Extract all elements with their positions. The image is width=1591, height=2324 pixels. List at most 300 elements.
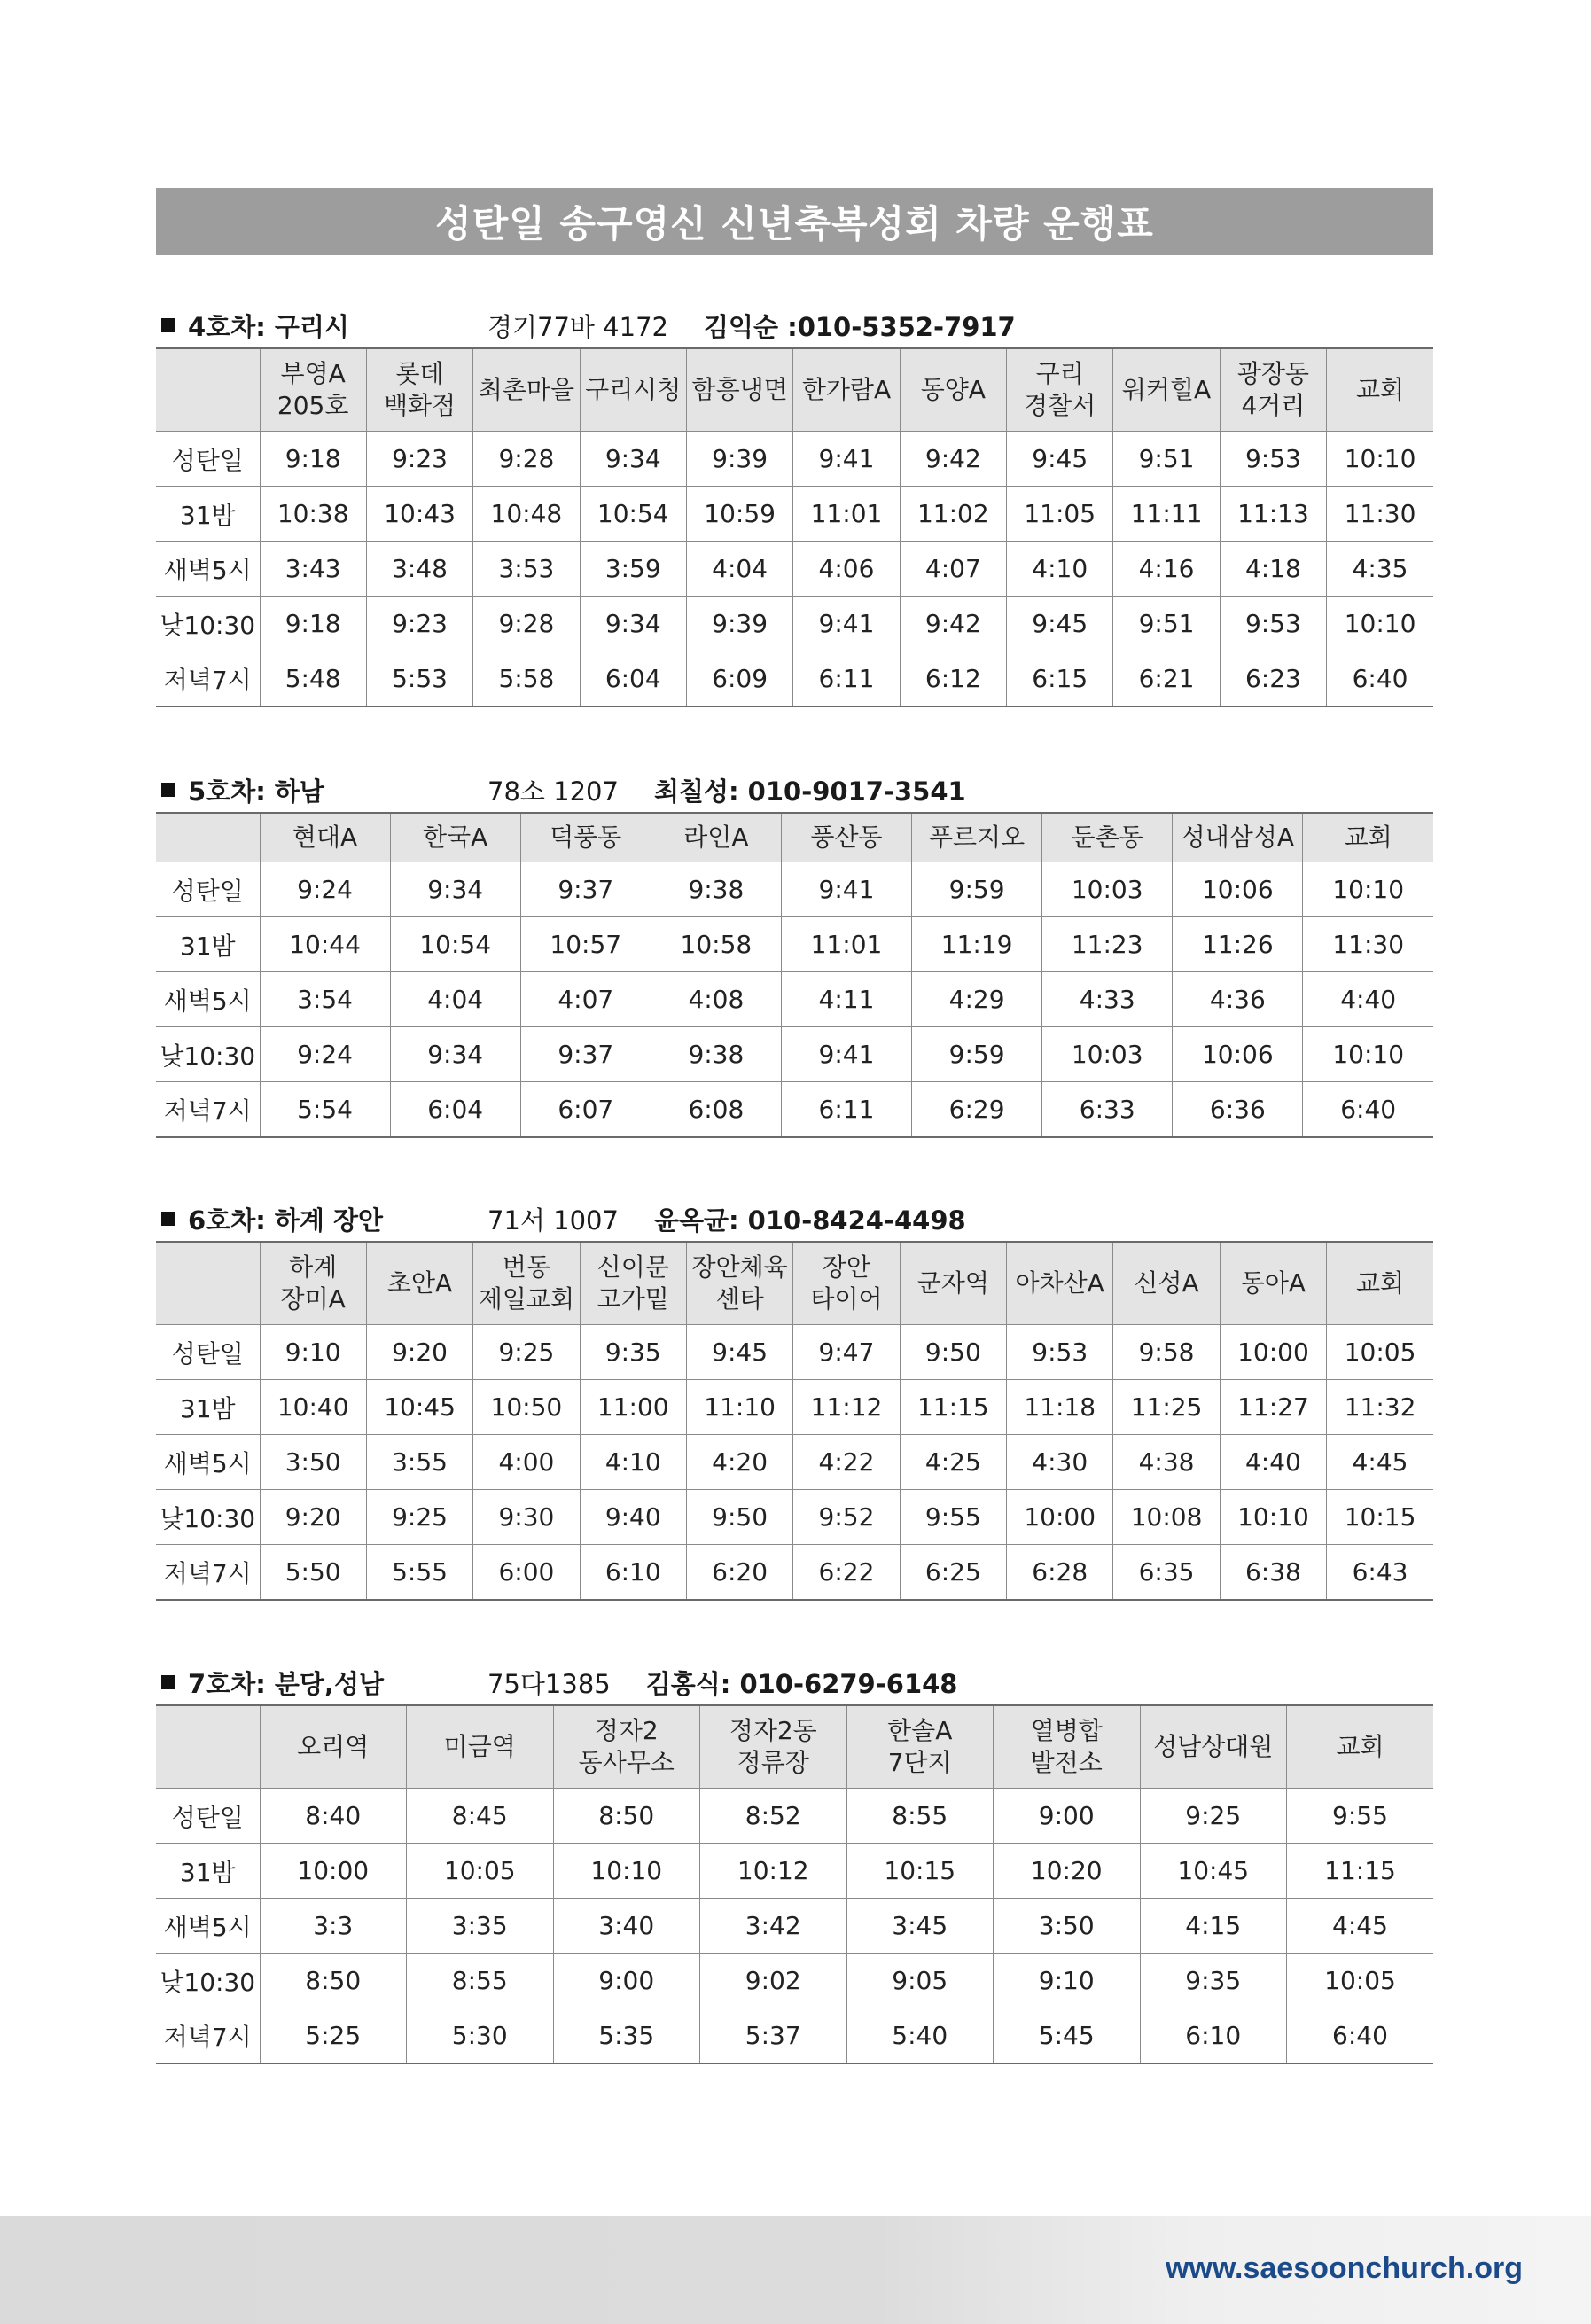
service-label: 31밤 bbox=[156, 1380, 260, 1435]
route-name: 5호차: 하남 bbox=[188, 776, 324, 807]
departure-time: 4:10 bbox=[1007, 542, 1113, 597]
stop-name-header bbox=[1113, 348, 1220, 432]
time-row bbox=[156, 651, 1433, 707]
departure-time: 4:08 bbox=[651, 972, 781, 1027]
departure-time: 9:37 bbox=[520, 1027, 651, 1082]
departure-time: 10:20 bbox=[994, 1844, 1141, 1899]
departure-time: 6:21 bbox=[1113, 651, 1220, 707]
departure-time: 9:35 bbox=[580, 1325, 686, 1380]
departure-time: 4:25 bbox=[900, 1435, 1006, 1490]
departure-time: 3:54 bbox=[260, 972, 390, 1027]
section-header bbox=[156, 771, 1433, 808]
stop-name-line: 발전소 bbox=[1030, 1748, 1103, 1777]
departure-time: 9:28 bbox=[473, 432, 580, 487]
service-label: 저녁7시 bbox=[156, 651, 260, 707]
time-row bbox=[156, 1325, 1433, 1380]
departure-time: 9:00 bbox=[994, 1789, 1141, 1844]
departure-time: 10:05 bbox=[1327, 1325, 1433, 1380]
stop-name-header bbox=[407, 1705, 554, 1789]
stop-name-header bbox=[1327, 348, 1433, 432]
departure-time: 9:55 bbox=[1287, 1789, 1434, 1844]
stop-name-line: 아차산A bbox=[1015, 1268, 1104, 1298]
stop-name-line: 한가람A bbox=[801, 375, 892, 404]
departure-time: 8:50 bbox=[260, 1954, 407, 2008]
departure-time: 9:37 bbox=[520, 862, 651, 917]
stop-name-line: 한국A bbox=[423, 823, 488, 852]
stop-name-header bbox=[1220, 1242, 1326, 1325]
departure-time: 9:59 bbox=[912, 1027, 1042, 1082]
stop-name-header bbox=[366, 348, 472, 432]
departure-time: 10:50 bbox=[473, 1380, 580, 1435]
departure-time: 4:33 bbox=[1042, 972, 1173, 1027]
departure-time: 3:35 bbox=[407, 1899, 554, 1954]
departure-time: 6:11 bbox=[781, 1082, 911, 1138]
departure-time: 6:28 bbox=[1007, 1545, 1113, 1601]
stop-name-header bbox=[260, 1242, 366, 1325]
departure-time: 10:15 bbox=[1327, 1490, 1433, 1545]
service-label: 31밤 bbox=[156, 487, 260, 542]
time-row bbox=[156, 972, 1433, 1027]
departure-time: 4:06 bbox=[793, 542, 900, 597]
stop-header-row bbox=[156, 348, 1433, 432]
stop-name-line: 둔촌동 bbox=[1071, 823, 1143, 852]
stop-name-line: 풍산동 bbox=[810, 823, 883, 852]
departure-time: 8:45 bbox=[407, 1789, 554, 1844]
departure-time: 3:3 bbox=[260, 1899, 407, 1954]
departure-time: 11:11 bbox=[1113, 487, 1220, 542]
departure-time: 6:08 bbox=[651, 1082, 781, 1138]
departure-time: 10:00 bbox=[1007, 1490, 1113, 1545]
stop-name-line: 열병합 bbox=[1030, 1716, 1103, 1745]
stop-name-header bbox=[473, 1242, 580, 1325]
departure-time: 9:25 bbox=[473, 1325, 580, 1380]
square-bullet-icon bbox=[161, 1212, 175, 1226]
departure-time: 6:20 bbox=[686, 1545, 792, 1601]
corner-cell bbox=[156, 1242, 260, 1325]
departure-time: 9:10 bbox=[260, 1325, 366, 1380]
departure-time: 10:57 bbox=[520, 917, 651, 972]
departure-time: 4:20 bbox=[686, 1435, 792, 1490]
departure-time: 6:35 bbox=[1113, 1545, 1220, 1601]
departure-time: 11:26 bbox=[1173, 917, 1303, 972]
stop-name-line: 신이문 bbox=[597, 1252, 669, 1282]
stop-name-line: 성내삼성A bbox=[1181, 823, 1294, 852]
departure-time: 4:11 bbox=[781, 972, 911, 1027]
time-row bbox=[156, 542, 1433, 597]
departure-time: 5:54 bbox=[260, 1082, 390, 1138]
departure-time: 6:04 bbox=[580, 651, 686, 707]
square-bullet-icon bbox=[161, 1675, 175, 1689]
route-name: 6호차: 하계 장안 bbox=[188, 1205, 384, 1236]
departure-time: 6:12 bbox=[900, 651, 1006, 707]
departure-time: 10:54 bbox=[390, 917, 520, 972]
stop-name-header bbox=[1113, 1242, 1220, 1325]
departure-time: 10:12 bbox=[700, 1844, 847, 1899]
section-bus-4 bbox=[156, 307, 1433, 707]
stop-name-line: 롯데 bbox=[395, 359, 444, 388]
stop-name-line: 센타 bbox=[715, 1284, 764, 1314]
departure-time: 4:45 bbox=[1287, 1899, 1434, 1954]
departure-time: 5:35 bbox=[553, 2008, 700, 2064]
departure-time: 5:25 bbox=[260, 2008, 407, 2064]
departure-time: 9:45 bbox=[1007, 597, 1113, 651]
departure-time: 11:27 bbox=[1220, 1380, 1326, 1435]
departure-time: 10:10 bbox=[1220, 1490, 1326, 1545]
departure-time: 3:59 bbox=[580, 542, 686, 597]
departure-time: 9:23 bbox=[366, 432, 472, 487]
departure-time: 10:10 bbox=[1303, 1027, 1433, 1082]
departure-time: 9:25 bbox=[366, 1490, 472, 1545]
departure-time: 11:13 bbox=[1220, 487, 1326, 542]
stop-name-line: 오리역 bbox=[297, 1732, 370, 1761]
time-row bbox=[156, 432, 1433, 487]
stop-name-line: 워커힐A bbox=[1121, 375, 1212, 404]
departure-time: 4:15 bbox=[1140, 1899, 1287, 1954]
time-row bbox=[156, 1435, 1433, 1490]
service-label: 낮10:30 bbox=[156, 1490, 260, 1545]
stop-name-line: 교회 bbox=[1344, 823, 1392, 852]
departure-time: 10:05 bbox=[1287, 1954, 1434, 2008]
departure-time: 9:34 bbox=[580, 597, 686, 651]
stop-name-header bbox=[1007, 348, 1113, 432]
departure-time: 11:30 bbox=[1303, 917, 1433, 972]
stop-name-header bbox=[1287, 1705, 1434, 1789]
schedule-table bbox=[156, 812, 1433, 1138]
departure-time: 9:34 bbox=[390, 862, 520, 917]
departure-time: 10:15 bbox=[846, 1844, 994, 1899]
departure-time: 5:53 bbox=[366, 651, 472, 707]
departure-time: 10:58 bbox=[651, 917, 781, 972]
departure-time: 9:53 bbox=[1220, 597, 1326, 651]
stop-name-header bbox=[260, 1705, 407, 1789]
departure-time: 9:58 bbox=[1113, 1325, 1220, 1380]
departure-time: 6:23 bbox=[1220, 651, 1326, 707]
stop-header-row bbox=[156, 1242, 1433, 1325]
departure-time: 8:52 bbox=[700, 1789, 847, 1844]
time-row bbox=[156, 1082, 1433, 1138]
stop-name-line: 라인A bbox=[683, 823, 749, 852]
departure-time: 11:10 bbox=[686, 1380, 792, 1435]
departure-time: 6:43 bbox=[1327, 1545, 1433, 1601]
departure-time: 11:23 bbox=[1042, 917, 1173, 972]
departure-time: 10:38 bbox=[260, 487, 366, 542]
time-row bbox=[156, 1027, 1433, 1082]
departure-time: 6:36 bbox=[1173, 1082, 1303, 1138]
stop-name-line: 동아A bbox=[1240, 1268, 1306, 1298]
departure-time: 9:24 bbox=[260, 862, 390, 917]
stop-name-header bbox=[686, 1242, 792, 1325]
departure-time: 3:43 bbox=[260, 542, 366, 597]
stop-name-line: 고가밑 bbox=[597, 1284, 669, 1314]
stop-name-line: 장미A bbox=[280, 1284, 346, 1314]
departure-time: 4:35 bbox=[1327, 542, 1433, 597]
stop-name-line: 교회 bbox=[1355, 1268, 1405, 1298]
departure-time: 3:50 bbox=[260, 1435, 366, 1490]
departure-time: 9:42 bbox=[900, 432, 1006, 487]
departure-time: 11:19 bbox=[912, 917, 1042, 972]
service-label: 31밤 bbox=[156, 917, 260, 972]
stop-name-header bbox=[553, 1705, 700, 1789]
departure-time: 10:10 bbox=[1303, 862, 1433, 917]
departure-time: 9:18 bbox=[260, 597, 366, 651]
corner-cell bbox=[156, 1705, 260, 1789]
stop-name-header bbox=[1303, 813, 1433, 862]
departure-time: 5:30 bbox=[407, 2008, 554, 2064]
departure-time: 9:39 bbox=[686, 432, 792, 487]
stop-name-line: 정류장 bbox=[737, 1748, 809, 1777]
vehicle-plate: 71서 1007 bbox=[487, 1205, 619, 1236]
stop-name-line: 제일교회 bbox=[478, 1284, 574, 1314]
departure-time: 10:59 bbox=[686, 487, 792, 542]
stop-name-line: 205호 bbox=[277, 391, 349, 420]
departure-time: 9:53 bbox=[1220, 432, 1326, 487]
stop-name-line: 현대A bbox=[292, 823, 358, 852]
departure-time: 9:59 bbox=[912, 862, 1042, 917]
departure-time: 6:04 bbox=[390, 1082, 520, 1138]
departure-time: 10:40 bbox=[260, 1380, 366, 1435]
departure-time: 6:07 bbox=[520, 1082, 651, 1138]
departure-time: 4:40 bbox=[1303, 972, 1433, 1027]
departure-time: 6:10 bbox=[1140, 2008, 1287, 2064]
departure-time: 9:24 bbox=[260, 1027, 390, 1082]
departure-time: 9:47 bbox=[793, 1325, 900, 1380]
time-row bbox=[156, 1545, 1433, 1601]
departure-time: 9:00 bbox=[553, 1954, 700, 2008]
stop-name-header bbox=[846, 1705, 994, 1789]
departure-time: 9:53 bbox=[1007, 1325, 1113, 1380]
departure-time: 10:03 bbox=[1042, 862, 1173, 917]
departure-time: 3:53 bbox=[473, 542, 580, 597]
stop-name-header bbox=[473, 348, 580, 432]
corner-cell bbox=[156, 348, 260, 432]
stop-name-header bbox=[366, 1242, 472, 1325]
departure-time: 10:44 bbox=[260, 917, 390, 972]
departure-time: 9:38 bbox=[651, 1027, 781, 1082]
vehicle-plate: 경기77바 4172 bbox=[487, 311, 668, 342]
driver-contact: 김홍식: 010-6279-6148 bbox=[645, 1668, 958, 1699]
stop-name-line: 덕풍동 bbox=[550, 823, 622, 852]
stop-name-line: 구리 bbox=[1035, 359, 1084, 388]
time-row bbox=[156, 1899, 1433, 1954]
stop-name-line: 푸르지오 bbox=[929, 823, 1026, 852]
stop-name-line: 미금역 bbox=[443, 1732, 516, 1761]
stop-name-header bbox=[1173, 813, 1303, 862]
departure-time: 10:48 bbox=[473, 487, 580, 542]
departure-time: 8:50 bbox=[553, 1789, 700, 1844]
stop-name-header bbox=[1007, 1242, 1113, 1325]
departure-time: 9:38 bbox=[651, 862, 781, 917]
departure-time: 4:45 bbox=[1327, 1435, 1433, 1490]
departure-time: 9:10 bbox=[994, 1954, 1141, 2008]
stop-name-header bbox=[390, 813, 520, 862]
driver-contact: 최칠성: 010-9017-3541 bbox=[653, 776, 966, 807]
departure-time: 11:30 bbox=[1327, 487, 1433, 542]
departure-time: 11:15 bbox=[900, 1380, 1006, 1435]
departure-time: 9:51 bbox=[1113, 597, 1220, 651]
departure-time: 9:41 bbox=[781, 1027, 911, 1082]
departure-time: 6:09 bbox=[686, 651, 792, 707]
stop-name-header bbox=[260, 813, 390, 862]
stop-name-header bbox=[1220, 348, 1326, 432]
time-row bbox=[156, 862, 1433, 917]
stop-name-header bbox=[1140, 1705, 1287, 1789]
departure-time: 6:22 bbox=[793, 1545, 900, 1601]
departure-time: 3:45 bbox=[846, 1899, 994, 1954]
departure-time: 3:50 bbox=[994, 1899, 1141, 1954]
departure-time: 8:40 bbox=[260, 1789, 407, 1844]
stop-name-header bbox=[1042, 813, 1173, 862]
stop-name-header bbox=[900, 1242, 1006, 1325]
departure-time: 9:35 bbox=[1140, 1954, 1287, 2008]
section-header bbox=[156, 1200, 1433, 1237]
departure-time: 9:51 bbox=[1113, 432, 1220, 487]
departure-time: 10:00 bbox=[260, 1844, 407, 1899]
stop-name-line: 경찰서 bbox=[1024, 391, 1096, 420]
stop-name-line: 동양A bbox=[920, 375, 986, 404]
stop-name-line: 구리시청 bbox=[585, 375, 682, 404]
section-bus-7 bbox=[156, 1664, 1433, 2064]
stop-name-header bbox=[520, 813, 651, 862]
departure-time: 10:00 bbox=[1220, 1325, 1326, 1380]
stop-name-line: 신성A bbox=[1134, 1268, 1199, 1298]
departure-time: 6:40 bbox=[1287, 2008, 1434, 2064]
departure-time: 6:40 bbox=[1303, 1082, 1433, 1138]
departure-time: 9:23 bbox=[366, 597, 472, 651]
departure-time: 6:15 bbox=[1007, 651, 1113, 707]
stop-name-line: 성남상대원 bbox=[1153, 1732, 1274, 1761]
stop-name-header bbox=[260, 348, 366, 432]
service-label: 낮10:30 bbox=[156, 597, 260, 651]
departure-time: 9:45 bbox=[686, 1325, 792, 1380]
departure-time: 8:55 bbox=[846, 1789, 994, 1844]
departure-time: 4:36 bbox=[1173, 972, 1303, 1027]
departure-time: 10:43 bbox=[366, 487, 472, 542]
departure-time: 4:07 bbox=[520, 972, 651, 1027]
time-row bbox=[156, 1954, 1433, 2008]
departure-time: 9:30 bbox=[473, 1490, 580, 1545]
departure-time: 3:55 bbox=[366, 1435, 472, 1490]
departure-time: 9:41 bbox=[793, 432, 900, 487]
stop-name-header bbox=[793, 1242, 900, 1325]
schedule-table bbox=[156, 347, 1433, 707]
departure-time: 4:22 bbox=[793, 1435, 900, 1490]
stop-name-line: 교회 bbox=[1336, 1732, 1384, 1761]
departure-time: 6:00 bbox=[473, 1545, 580, 1601]
departure-time: 4:04 bbox=[390, 972, 520, 1027]
stop-name-line: 부영A bbox=[280, 359, 346, 388]
departure-time: 5:58 bbox=[473, 651, 580, 707]
departure-time: 4:16 bbox=[1113, 542, 1220, 597]
service-label: 낮10:30 bbox=[156, 1954, 260, 2008]
time-row bbox=[156, 1789, 1433, 1844]
stop-header-row bbox=[156, 813, 1433, 862]
departure-time: 11:01 bbox=[793, 487, 900, 542]
departure-time: 9:41 bbox=[781, 862, 911, 917]
departure-time: 9:41 bbox=[793, 597, 900, 651]
departure-time: 9:05 bbox=[846, 1954, 994, 2008]
departure-time: 9:40 bbox=[580, 1490, 686, 1545]
stop-name-header bbox=[580, 1242, 686, 1325]
departure-time: 11:18 bbox=[1007, 1380, 1113, 1435]
section-bus-6 bbox=[156, 1200, 1433, 1601]
departure-time: 4:00 bbox=[473, 1435, 580, 1490]
time-row bbox=[156, 2008, 1433, 2064]
departure-time: 6:25 bbox=[900, 1545, 1006, 1601]
departure-time: 3:48 bbox=[366, 542, 472, 597]
stop-name-line: 함흥냉면 bbox=[691, 375, 788, 404]
departure-time: 3:40 bbox=[553, 1899, 700, 1954]
stop-name-line: 타이어 bbox=[810, 1284, 883, 1314]
stop-name-header bbox=[700, 1705, 847, 1789]
departure-time: 9:18 bbox=[260, 432, 366, 487]
departure-time: 10:45 bbox=[366, 1380, 472, 1435]
footer-url[interactable]: www.saesoonchurch.org bbox=[1165, 2251, 1523, 2285]
departure-time: 5:37 bbox=[700, 2008, 847, 2064]
route-name: 7호차: 분당,성남 bbox=[188, 1668, 384, 1699]
departure-time: 6:29 bbox=[912, 1082, 1042, 1138]
departure-time: 5:55 bbox=[366, 1545, 472, 1601]
service-label: 저녁7시 bbox=[156, 1082, 260, 1138]
departure-time: 9:28 bbox=[473, 597, 580, 651]
departure-time: 9:42 bbox=[900, 597, 1006, 651]
departure-time: 10:10 bbox=[1327, 597, 1433, 651]
departure-time: 4:38 bbox=[1113, 1435, 1220, 1490]
departure-time: 11:25 bbox=[1113, 1380, 1220, 1435]
service-label: 성탄일 bbox=[156, 862, 260, 917]
driver-contact: 윤옥균: 010-8424-4498 bbox=[653, 1205, 966, 1236]
stop-header-row bbox=[156, 1705, 1433, 1789]
departure-time: 11:15 bbox=[1287, 1844, 1434, 1899]
departure-time: 6:40 bbox=[1327, 651, 1433, 707]
service-label: 저녁7시 bbox=[156, 1545, 260, 1601]
time-row bbox=[156, 597, 1433, 651]
service-label: 저녁7시 bbox=[156, 2008, 260, 2064]
departure-time: 10:06 bbox=[1173, 1027, 1303, 1082]
stop-name-line: 초안A bbox=[386, 1268, 453, 1298]
departure-time: 9:50 bbox=[900, 1325, 1006, 1380]
departure-time: 4:04 bbox=[686, 542, 792, 597]
section-header bbox=[156, 307, 1433, 344]
departure-time: 4:30 bbox=[1007, 1435, 1113, 1490]
departure-time: 8:55 bbox=[407, 1954, 554, 2008]
stop-name-header bbox=[686, 348, 792, 432]
departure-time: 5:50 bbox=[260, 1545, 366, 1601]
service-label: 낮10:30 bbox=[156, 1027, 260, 1082]
departure-time: 11:01 bbox=[781, 917, 911, 972]
stop-name-line: 백화점 bbox=[383, 391, 456, 420]
stop-name-line: 군자역 bbox=[916, 1268, 989, 1298]
corner-cell bbox=[156, 813, 260, 862]
stop-name-line: 한솔A bbox=[887, 1716, 953, 1745]
route-name: 4호차: 구리시 bbox=[188, 311, 349, 342]
stop-name-header bbox=[1327, 1242, 1433, 1325]
departure-time: 11:02 bbox=[900, 487, 1006, 542]
departure-time: 9:45 bbox=[1007, 432, 1113, 487]
page-title: 성탄일 송구영신 신년축복성회 차량 운행표 bbox=[156, 188, 1433, 255]
departure-time: 9:34 bbox=[580, 432, 686, 487]
service-label: 성탄일 bbox=[156, 432, 260, 487]
departure-time: 10:03 bbox=[1042, 1027, 1173, 1082]
service-label: 새벽5시 bbox=[156, 972, 260, 1027]
stop-name-line: 4거리 bbox=[1241, 391, 1306, 420]
schedule-table bbox=[156, 1241, 1433, 1601]
time-row bbox=[156, 1380, 1433, 1435]
departure-time: 10:10 bbox=[1327, 432, 1433, 487]
departure-time: 9:20 bbox=[260, 1490, 366, 1545]
departure-time: 10:06 bbox=[1173, 862, 1303, 917]
departure-time: 11:12 bbox=[793, 1380, 900, 1435]
departure-time: 5:40 bbox=[846, 2008, 994, 2064]
